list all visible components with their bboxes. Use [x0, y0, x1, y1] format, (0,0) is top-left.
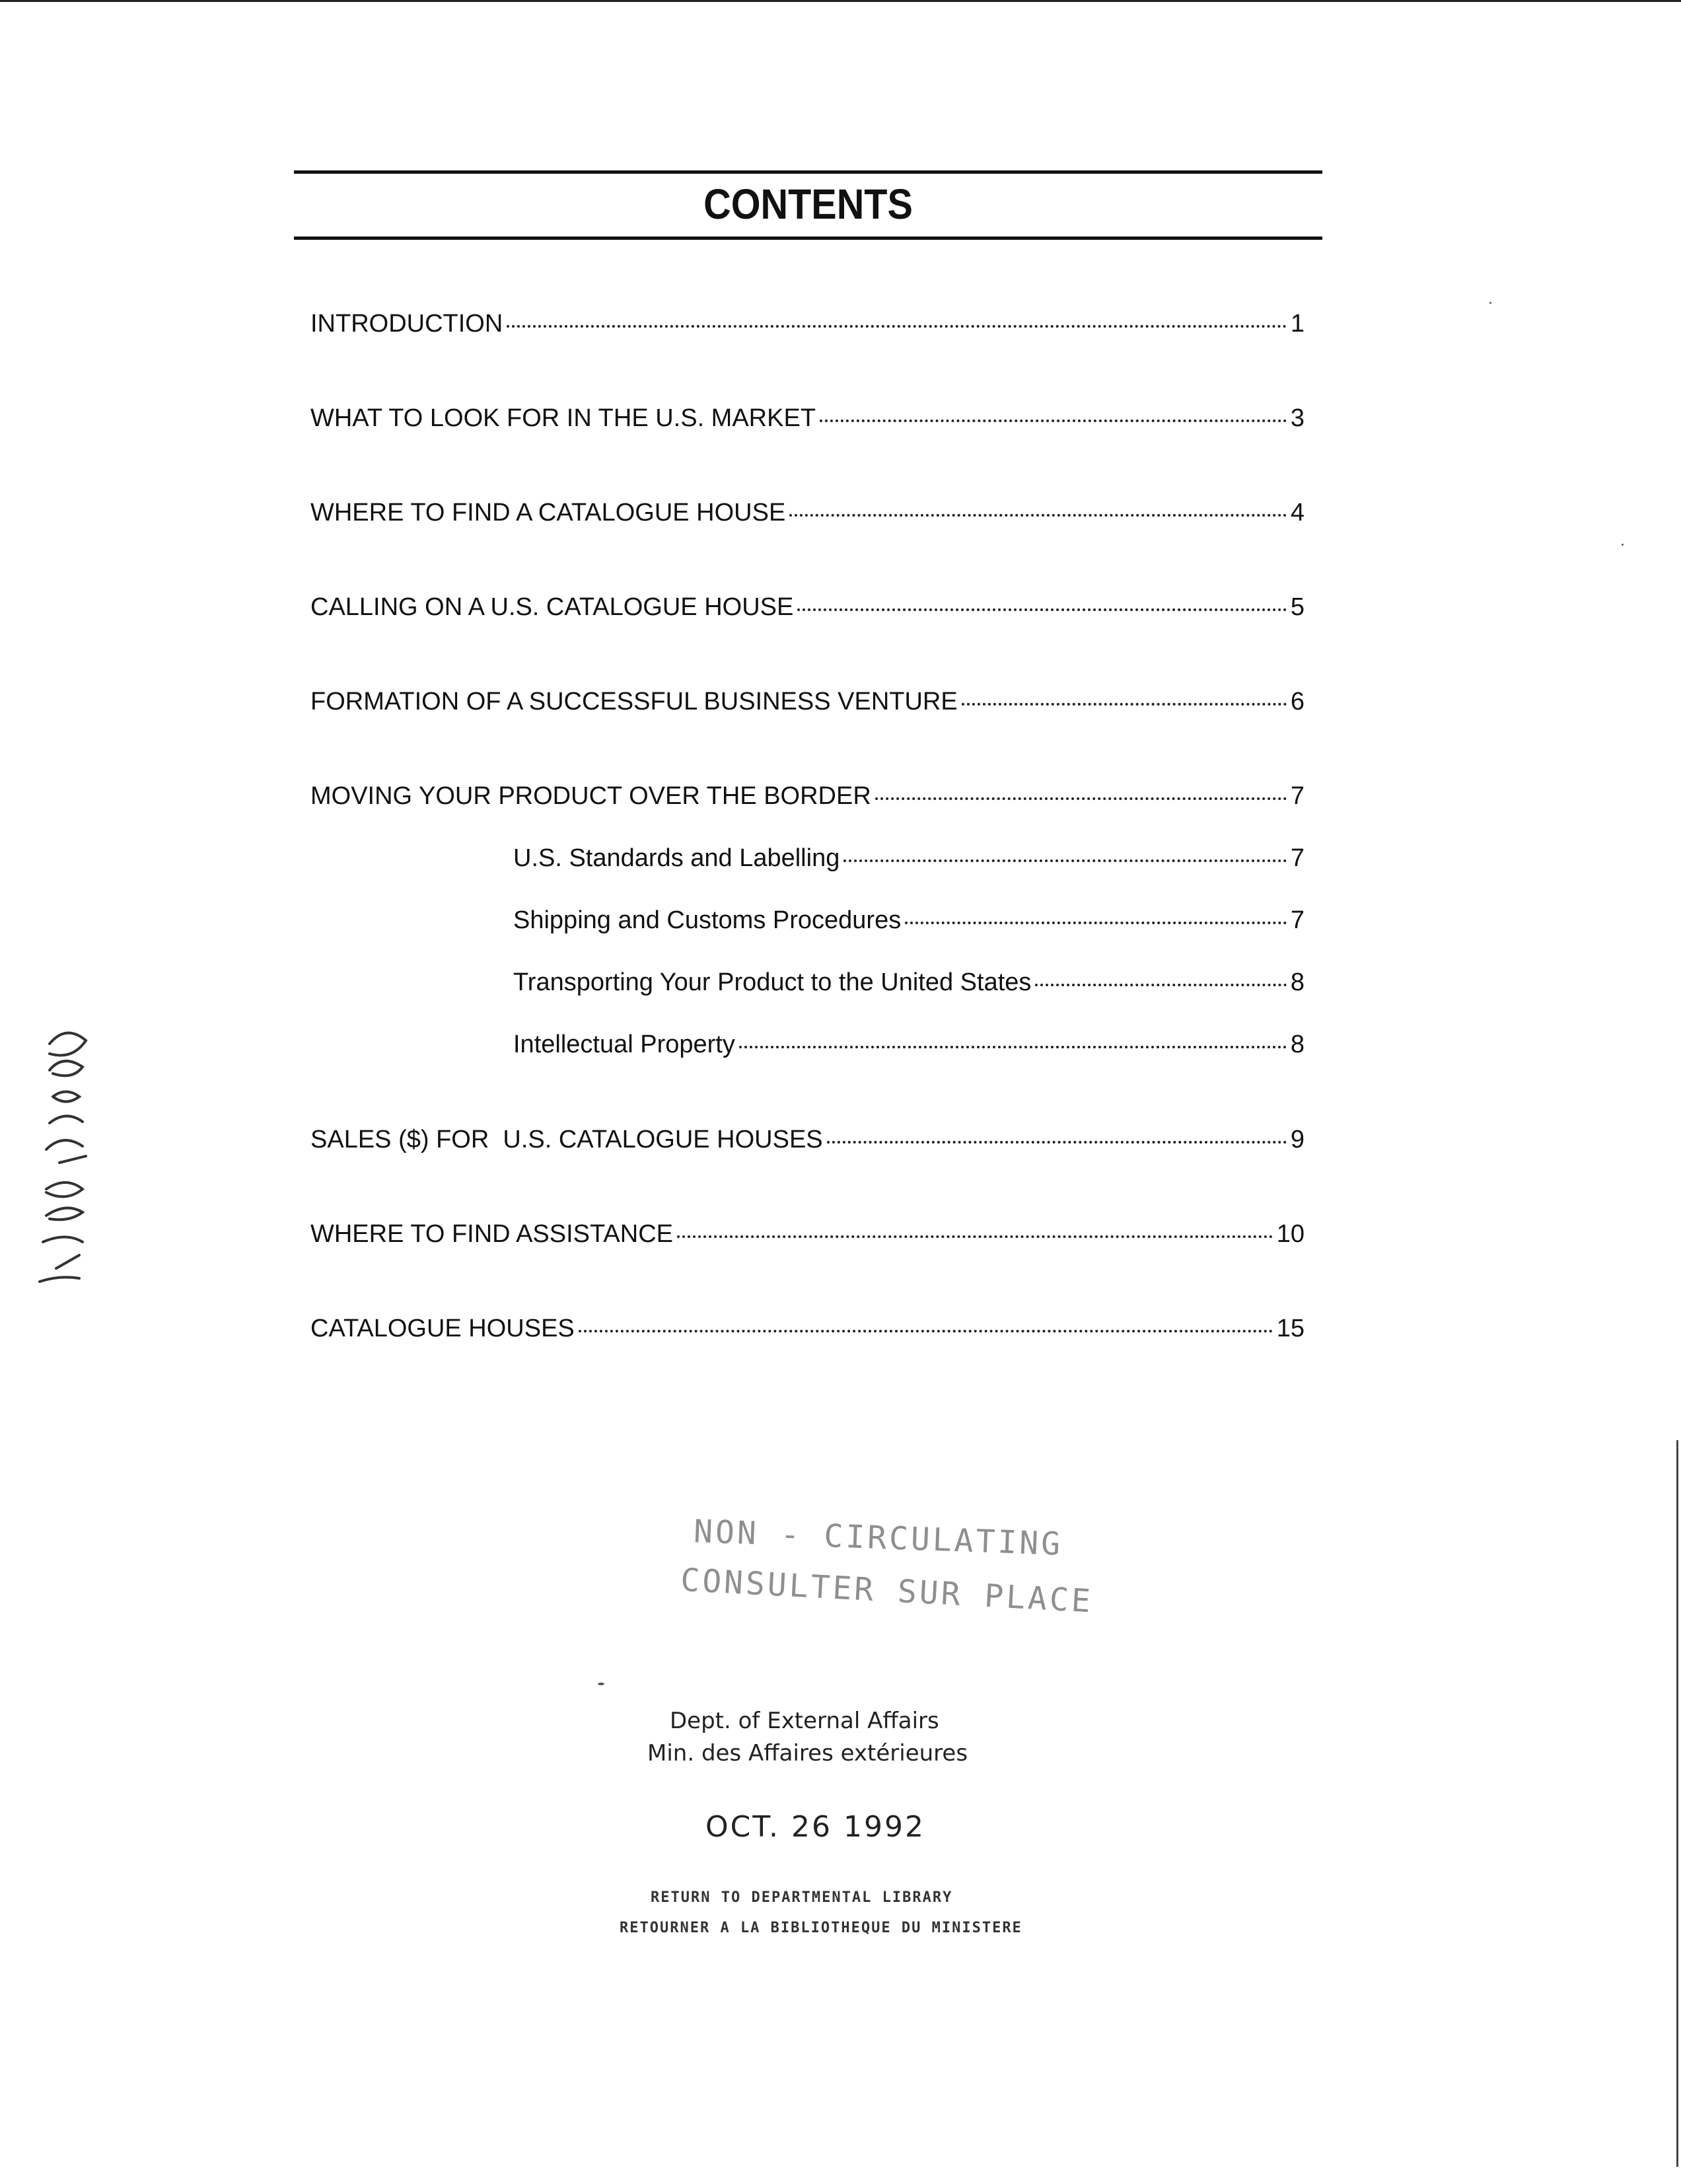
scan-speck	[1622, 544, 1624, 546]
toc-entry-label: WHAT TO LOOK FOR IN THE U.S. MARKET	[310, 404, 816, 432]
toc-entry-page: 9	[1290, 1126, 1305, 1153]
toc-entry-page: 6	[1290, 688, 1305, 715]
toc-entry-calling-on-catalogue-house[interactable]	[310, 593, 1305, 622]
toc-subentry-shipping-customs[interactable]	[513, 906, 1305, 935]
toc-entry-introduction[interactable]	[310, 309, 1305, 338]
page-top-edge	[0, 0, 1681, 2]
toc-leader-dots	[677, 1235, 1273, 1238]
toc-entry-find-assistance[interactable]	[310, 1219, 1305, 1249]
toc-entry-label: SALES ($) FOR U.S. CATALOGUE HOUSES	[310, 1126, 823, 1153]
non-circulating-stamp-line2: CONSULTER SUR PLACE	[679, 1561, 1094, 1620]
toc-entry-label: CATALOGUE HOUSES	[310, 1315, 575, 1342]
toc-entry-page: 8	[1290, 1031, 1305, 1058]
toc-leader-dots	[1035, 984, 1286, 986]
toc-entry-page: 3	[1290, 404, 1305, 432]
dept-name-french: Min. des Affaires extérieures	[647, 1740, 968, 1766]
toc-entry-label: Shipping and Customs Procedures	[513, 906, 902, 934]
toc-entry-label: INTRODUCTION	[310, 310, 503, 338]
toc-entry-sales[interactable]	[310, 1125, 1305, 1154]
toc-entry-find-catalogue-house[interactable]	[310, 498, 1305, 527]
toc-subentry-transporting-product[interactable]	[513, 968, 1305, 997]
toc-leader-dots	[739, 1046, 1287, 1048]
toc-entry-us-market[interactable]	[310, 404, 1305, 433]
title-rule-bottom	[294, 237, 1322, 240]
toc-entry-label: FORMATION OF A SUCCESSFUL BUSINESS VENTURE	[310, 688, 958, 715]
toc-leader-dots	[789, 514, 1287, 517]
toc-entry-page: 8	[1290, 968, 1305, 996]
return-notice-french: RETOURNER A LA BIBLIOTHEQUE DU MINISTERE	[620, 1920, 1022, 1936]
toc-entry-business-venture[interactable]	[310, 687, 1305, 716]
toc-subentry-intellectual-property[interactable]	[513, 1030, 1305, 1059]
toc-entry-page: 5	[1290, 593, 1305, 621]
toc-leader-dots	[843, 859, 1287, 862]
toc-leader-dots	[905, 922, 1287, 924]
toc-leader-dots	[579, 1330, 1273, 1332]
handwritten-margin-note	[26, 1017, 99, 1295]
toc-entry-page: 7	[1290, 906, 1305, 934]
toc-entry-page: 7	[1290, 782, 1305, 810]
toc-entry-catalogue-houses[interactable]	[310, 1314, 1305, 1343]
page-right-edge	[1676, 1440, 1678, 2167]
toc-leader-dots	[507, 325, 1287, 328]
toc-entry-label: MOVING YOUR PRODUCT OVER THE BORDER	[310, 782, 871, 810]
toc-leader-dots	[820, 419, 1287, 422]
toc-subentry-standards-labelling[interactable]	[513, 844, 1305, 873]
toc-leader-dots	[875, 797, 1287, 800]
date-stamp: OCT. 26 1992	[705, 1810, 925, 1844]
dept-name-english: Dept. of External Affairs	[670, 1708, 939, 1734]
title-rule-top	[294, 170, 1322, 174]
non-circulating-stamp-line1: NON - CIRCULATING	[693, 1513, 1064, 1563]
toc-entry-page: 1	[1290, 310, 1305, 338]
toc-entry-page: 10	[1276, 1220, 1305, 1248]
scan-speck	[598, 1683, 604, 1685]
toc-entry-label: WHERE TO FIND ASSISTANCE	[310, 1220, 673, 1248]
toc-leader-dots	[797, 608, 1287, 611]
toc-entry-page: 4	[1290, 499, 1305, 527]
toc-entry-label: Transporting Your Product to the United States	[513, 968, 1032, 996]
toc-entry-label: CALLING ON A U.S. CATALOGUE HOUSE	[310, 593, 794, 621]
scan-speck	[1489, 302, 1491, 304]
toc-entry-page: 7	[1290, 844, 1305, 872]
toc-entry-label: Intellectual Property	[513, 1031, 735, 1058]
toc-entry-label: WHERE TO FIND A CATALOGUE HOUSE	[310, 499, 786, 527]
return-notice-english: RETURN TO DEPARTMENTAL LIBRARY	[651, 1889, 953, 1906]
toc-entry-page: 15	[1276, 1315, 1305, 1342]
toc-entry-label: U.S. Standards and Labelling	[513, 844, 840, 872]
page-title: CONTENTS	[703, 180, 913, 228]
toc-leader-dots	[827, 1141, 1287, 1144]
toc-leader-dots	[962, 703, 1287, 706]
toc-entry-moving-product[interactable]	[310, 782, 1305, 811]
